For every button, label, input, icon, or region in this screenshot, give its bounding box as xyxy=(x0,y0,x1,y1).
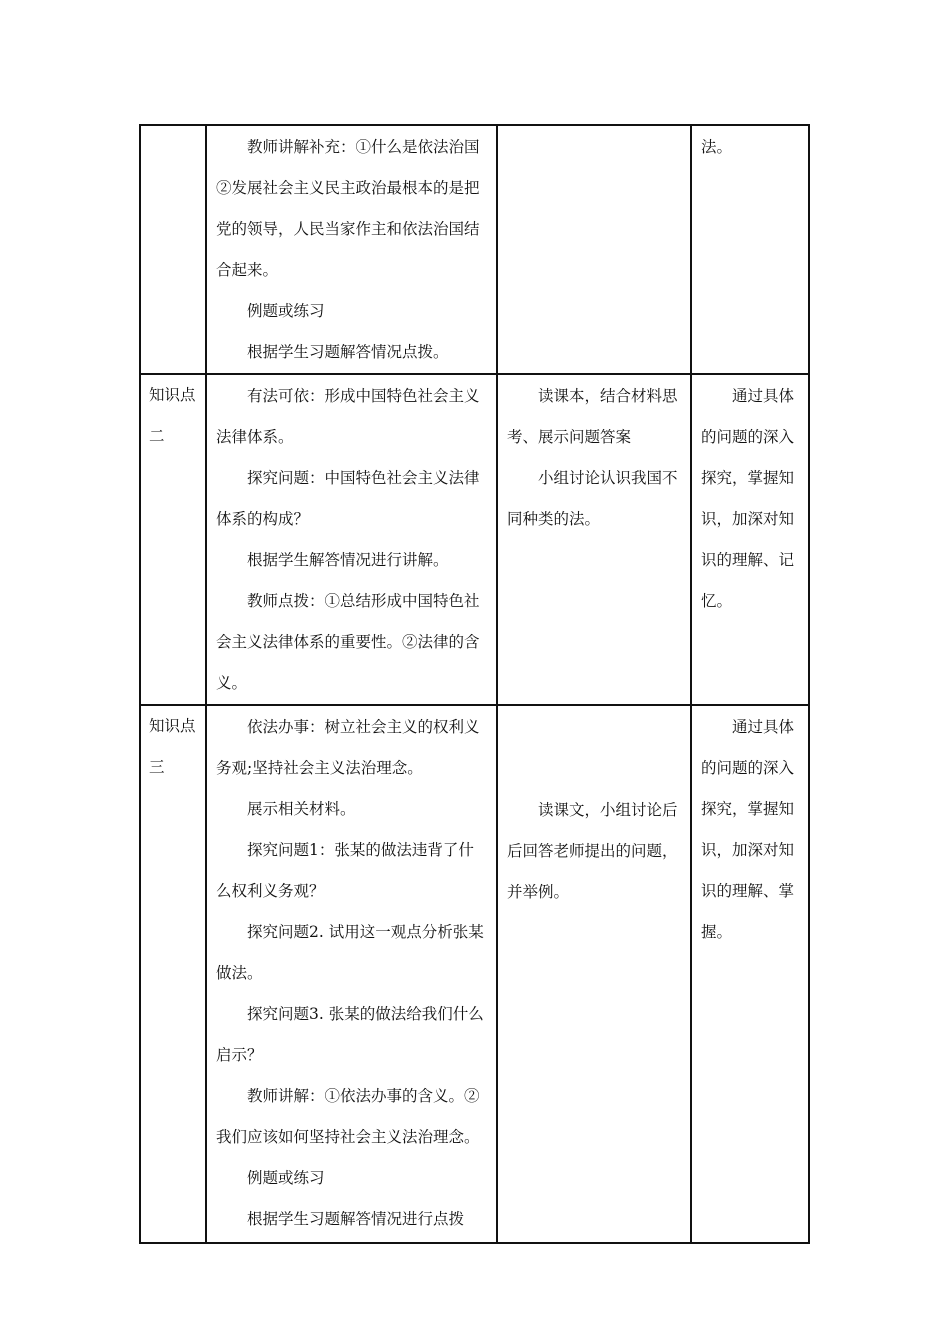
student-paragraph: 读课本，结合材料思考、展示问题答案 xyxy=(507,387,678,446)
row-label: 知识点三 xyxy=(149,717,196,776)
teacher-paragraph: 教师讲解补充：①什么是依法治国②发展社会主义民主政治最根本的是把党的领导，人民当家作主和依法治国结合起来。 xyxy=(216,138,480,279)
table-row xyxy=(140,705,809,1243)
intent-paragraph: 法。 xyxy=(701,138,733,156)
teacher-paragraph: 教师点拨：①总结形成中国特色社会主义法律体系的重要性。②法律的含义。 xyxy=(216,592,480,692)
teacher-activity-cell xyxy=(206,374,497,705)
teacher-activity-cell xyxy=(206,705,497,1243)
teacher-paragraph: 探究问题：中国特色社会主义法律体系的构成？ xyxy=(216,469,480,528)
student-activity-cell xyxy=(497,374,691,705)
design-intent-cell xyxy=(691,125,809,374)
row-label-cell xyxy=(140,125,206,374)
teacher-paragraph: 例题或练习 xyxy=(247,1169,325,1187)
lesson-plan-table xyxy=(139,124,810,1244)
student-paragraph: 读课文，小组讨论后后回答老师提出的问题，并举例。 xyxy=(507,801,678,901)
teacher-paragraph: 例题或练习 xyxy=(247,302,325,320)
row-label-cell xyxy=(140,705,206,1243)
teacher-paragraph: 有法可依：形成中国特色社会主义法律体系。 xyxy=(216,387,480,446)
row-label: 知识点二 xyxy=(149,386,196,445)
student-activity-cell xyxy=(497,705,691,1243)
design-intent-cell xyxy=(691,705,809,1243)
intent-paragraph: 通过具体的问题的深入探究，掌握知识，加深对知识的理解、记忆。 xyxy=(701,387,795,610)
table-row xyxy=(140,125,809,374)
teacher-paragraph: 探究问题1：张某的做法违背了什么权利义务观？ xyxy=(216,841,474,900)
student-activity-cell xyxy=(497,125,691,374)
teacher-activity-cell xyxy=(206,125,497,374)
teacher-paragraph: 教师讲解：①依法办事的含义。②我们应该如何坚持社会主义法治理念。 xyxy=(216,1087,480,1146)
teacher-paragraph: 探究问题3. 张某的做法给我们什么启示？ xyxy=(216,1005,484,1064)
teacher-paragraph: 探究问题2. 试用这一观点分析张某做法。 xyxy=(216,923,484,982)
student-paragraph: 小组讨论认识我国不同种类的法。 xyxy=(507,469,678,528)
design-intent-cell xyxy=(691,374,809,705)
teacher-paragraph: 根据学生解答情况进行讲解。 xyxy=(247,551,449,569)
intent-paragraph: 通过具体的问题的深入探究，掌握知识，加深对知识的理解、掌握。 xyxy=(701,718,795,941)
row-label-cell xyxy=(140,374,206,705)
table-row xyxy=(140,374,809,705)
teacher-paragraph: 依法办事：树立社会主义的权利义务观;坚持社会主义法治理念。 xyxy=(216,718,480,777)
teacher-paragraph: 根据学生习题解答情况点拨。 xyxy=(247,343,449,361)
teacher-paragraph: 展示相关材料。 xyxy=(247,800,356,818)
teacher-paragraph: 根据学生习题解答情况进行点拨 xyxy=(247,1210,465,1228)
